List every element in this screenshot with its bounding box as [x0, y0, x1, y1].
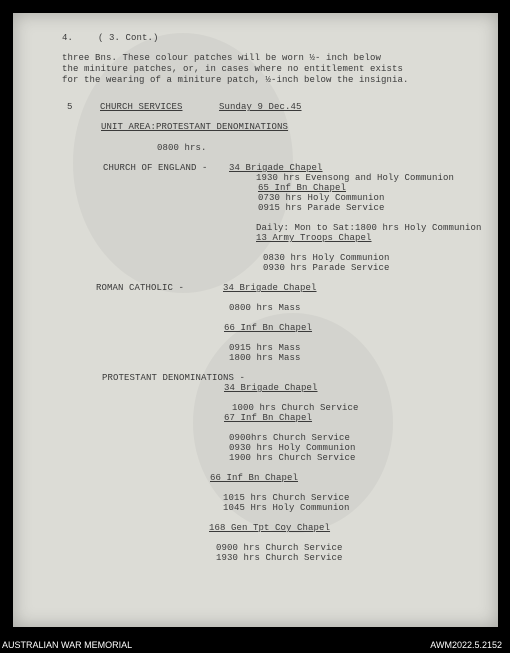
chapel-heading: 65 Inf Bn Chapel — [258, 183, 347, 193]
denomination-label: CHURCH OF ENGLAND - — [103, 163, 208, 173]
denomination-label: PROTESTANT DENOMINATIONS - — [102, 373, 246, 383]
service-entry: 1900 hrs Church Service — [229, 453, 356, 463]
institution-name: AUSTRALIAN WAR MEMORIAL — [2, 640, 133, 650]
document-page — [13, 13, 498, 627]
service-entry: 0915 hrs Parade Service — [258, 203, 385, 213]
chapel-heading: 34 Brigade Chapel — [223, 283, 317, 293]
service-entry: 0900 hrs Church Service — [216, 543, 343, 553]
chapel-heading: 34 Brigade Chapel — [224, 383, 318, 393]
service-entry: 0900hrs Church Service — [229, 433, 351, 443]
chapel-heading: 66 Inf Bn Chapel — [224, 323, 313, 333]
service-entry: 0830 hrs Holy Communion — [263, 253, 390, 263]
service-entry: 1015 hrs Church Service — [223, 493, 350, 503]
chapel-heading: 13 Army Troops Chapel — [256, 233, 372, 243]
intro-text-line: the miniture patches, or, in cases where no entitlement exists — [62, 64, 404, 74]
continuation-note: ( 3. Cont.) — [98, 33, 159, 43]
service-entry: 1000 hrs Church Service — [232, 403, 359, 413]
intro-text-line: three Bns. These colour patches will be worn ½- inch below — [62, 53, 382, 63]
service-entry: 1045 Hrs Holy Communion — [223, 503, 350, 513]
intro-text-line: for the wearing of a miniture patch, ½-inch below the insignia. — [62, 75, 409, 85]
service-entry: 1800 hrs Mass — [229, 353, 301, 363]
archive-reference: AWM2022.5.2152 — [430, 640, 502, 650]
denomination-label: ROMAN CATHOLIC - — [96, 283, 185, 293]
chapel-heading: 34 Brigade Chapel — [229, 163, 323, 173]
archive-footer — [0, 636, 510, 653]
section-subtitle: UNIT AREA:PROTESTANT DENOMINATIONS — [101, 122, 289, 132]
service-entry: 0930 hrs Holy Communion — [229, 443, 356, 453]
chapel-heading: 67 Inf Bn Chapel — [224, 413, 313, 423]
chapel-heading: 66 Inf Bn Chapel — [210, 473, 299, 483]
daily-service-note: Daily: Mon to Sat:1800 hrs Holy Communion — [256, 223, 482, 233]
service-entry: 0915 hrs Mass — [229, 343, 301, 353]
section-number: 4. — [62, 33, 74, 43]
service-entry: 0930 hrs Parade Service — [263, 263, 390, 273]
service-entry: 0800 hrs Mass — [229, 303, 301, 313]
service-entry: 1930 hrs Evensong and Holy Communion — [256, 173, 455, 183]
chapel-heading: 168 Gen Tpt Coy Chapel — [209, 523, 331, 533]
service-date: Sunday 9 Dec.45 — [219, 102, 302, 112]
section-number: 5 — [67, 102, 73, 112]
section-title: CHURCH SERVICES — [100, 102, 183, 112]
service-time: 0800 hrs. — [157, 143, 207, 153]
service-entry: 0730 hrs Holy Communion — [258, 193, 385, 203]
service-entry: 1930 hrs Church Service — [216, 553, 343, 563]
